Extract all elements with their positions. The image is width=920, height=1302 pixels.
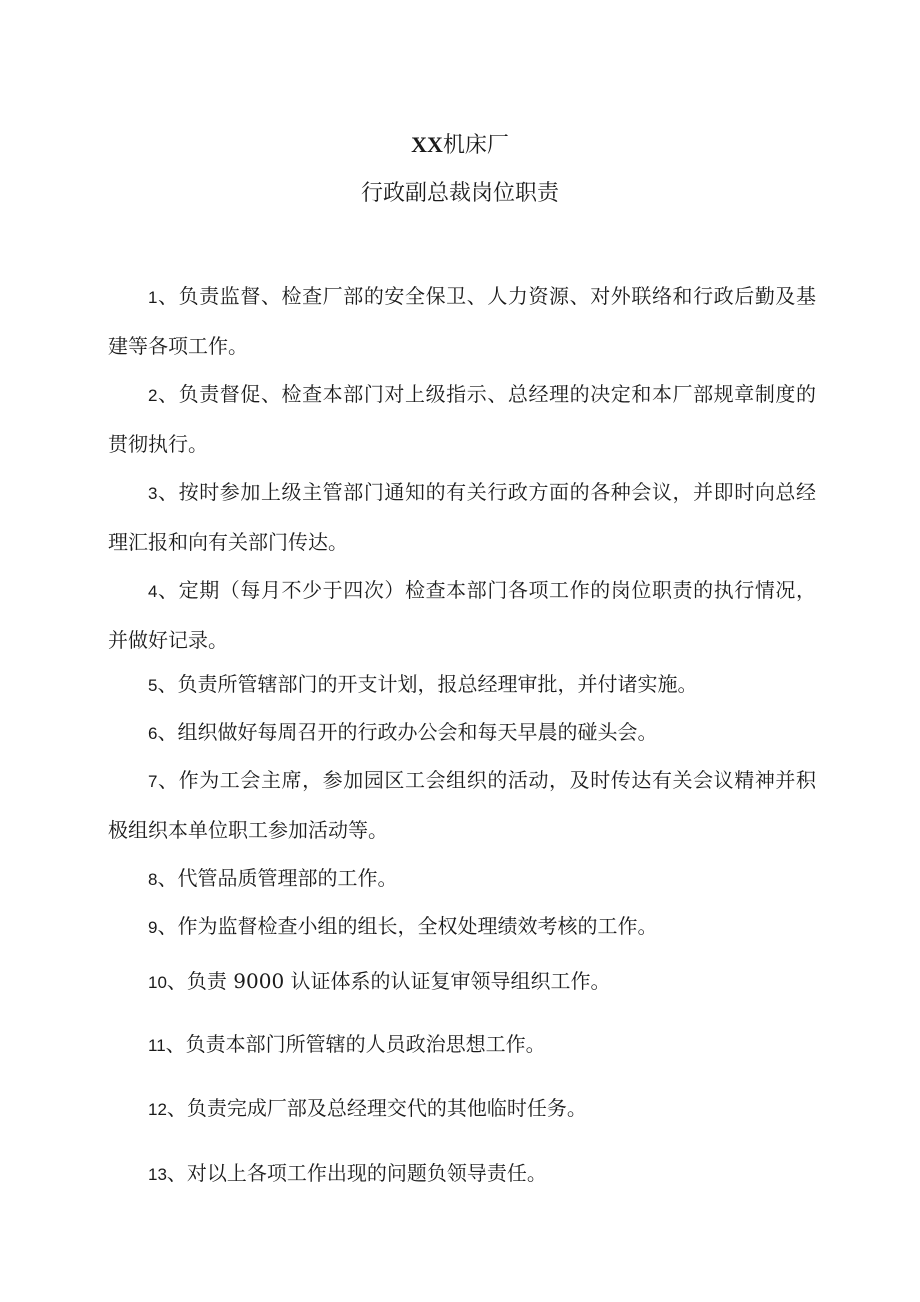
duty-item-4: 4、定期（每月不少于四次）检查本部门各项工作的岗位职责的执行情况，并做好记录。 [108,578,816,652]
title-latin: XX [411,132,443,157]
duty-item-7: 7、作为工会主席，参加园区工会组织的活动，及时传达有关会议精神并积极组织本单位职工参加活动等。 [108,768,816,842]
duty-item-8: 8、代管品质管理部的工作。 [148,866,398,890]
title-chinese: 机床厂 [442,133,509,158]
duty-item-11: 11、负责本部门所管辖的人员政治思想工作。 [148,1032,546,1056]
duty-item-5: 5、负责所管辖部门的开支计划，报总经理审批，并付诸实施。 [148,672,698,696]
duty-item-1: 1、负责监督、检查厂部的安全保卫、人力资源、对外联络和行政后勤及基建等各项工作。 [108,284,816,358]
document-subtitle: 行政副总裁岗位职责 [360,181,559,206]
duty-item-9: 9、作为监督检查小组的组长，全权处理绩效考核的工作。 [148,914,658,938]
duty-item-12: 12、负责完成厂部及总经理交代的其他临时任务。 [148,1096,587,1120]
duty-item-13: 13、对以上各项工作出现的问题负领导责任。 [148,1161,547,1185]
duty-item-2: 2、负责督促、检查本部门对上级指示、总经理的决定和本厂部规章制度的贯彻执行。 [108,382,816,456]
duty-item-10: 10、负责 9000 认证体系的认证复审领导组织工作。 [148,969,611,993]
duty-item-6: 6、组织做好每周召开的行政办公会和每天早晨的碰头会。 [148,720,658,744]
document-title [0,128,920,163]
duty-item-3: 3、按时参加上级主管部门通知的有关行政方面的各种会议，并即时向总经理汇报和向有关部门传达。 [108,480,816,554]
